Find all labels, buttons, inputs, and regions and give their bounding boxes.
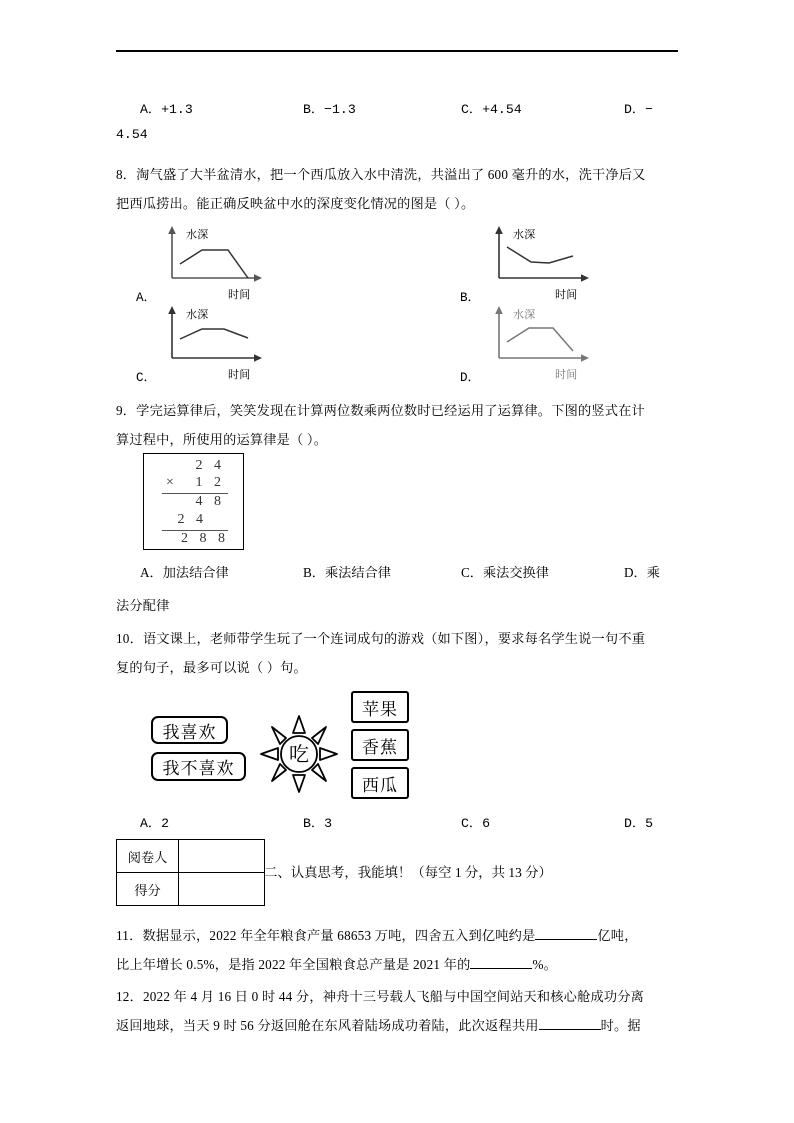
grading-table-label-score: 得分 [117,873,179,906]
grading-table-value-reviewer[interactable] [179,840,265,873]
q8-graph-b [487,226,597,286]
q10-right-box-3-label: 西瓜 [362,775,398,795]
q7-option-c[interactable]: C．+4.54 [461,102,522,117]
q8-option-label-b[interactable]: B． [460,291,481,305]
q8-graph-d [487,306,597,366]
table-row [117,840,265,873]
table-row [117,873,265,906]
header-rule [116,50,678,52]
q10-text-line2: 复的句子，最多可以说（ ）句。 [116,660,307,675]
grading-table [116,839,265,906]
q8-graph-c [160,306,270,366]
q10-option-d[interactable]: D．5 [624,816,654,831]
q8-graph-c-ylabel: 水深 [186,309,209,321]
q7-option-d-wrap-row [116,127,678,151]
q8-graph-c-xlabel: 时间 [228,369,251,381]
q10-right-box-2-label: 香蕉 [362,737,398,757]
q8-graph-b-xlabel: 时间 [555,289,578,301]
q8-graph-a-xlabel: 时间 [228,289,251,301]
q10-right-box-2 [351,729,409,761]
q9-option-d[interactable]: D．乘 [624,565,660,580]
q10-left-box-1 [151,716,228,744]
q9-partial-product-2: 2 4 [177,512,207,527]
q8-option-label-c[interactable]: C． [136,371,157,385]
q12-blank-1[interactable] [539,1029,601,1030]
q9-operator: × [166,475,174,490]
q11-blank-1[interactable] [535,939,597,940]
q9-vertical-calculation [143,453,244,550]
q8-text-line2: 把西瓜捞出。能正确反映盆中水的深度变化情况的图是（ ）。 [116,196,475,211]
q9-option-d-wrap: 法分配律 [116,598,170,613]
q8-graph-a-ylabel: 水深 [186,229,209,241]
q9-partial-product-1: 4 8 [195,494,225,509]
q9-multiplier: 1 2 [195,475,225,490]
q9-multiplicand: 2 4 [195,458,225,473]
q12-line2-suffix: 时。据 [600,1018,641,1033]
q7-option-d[interactable]: D．− [624,102,654,117]
q10-option-c[interactable]: C．6 [461,816,491,831]
q8-text-line1: 8．淘气盛了大半盆清水，把一个西瓜放入水中清洗，共溢出了 600 毫升的水，洗干净后又 [116,167,646,182]
q12-line2 [116,1011,641,1040]
q11-line1 [116,921,638,950]
q9-option-a[interactable]: A．加法结合律 [140,565,229,580]
q10-options-row [116,812,678,836]
q7-option-a[interactable]: A．+1.3 [140,102,193,117]
q9-text-line1: 9．学完运算律后，笑笑发现在计算两位数乘两位数时已经运用了运算律。下图的竖式在计 [116,403,645,418]
q11-line1-suffix: 亿吨， [597,928,638,943]
q8-graph-d-ylabel: 水深 [513,309,536,321]
q10-left-box-2-label: 我不喜欢 [162,759,235,778]
q10-option-b[interactable]: B．3 [303,816,333,831]
grading-table-label-reviewer: 阅卷人 [117,840,179,873]
q10-left-box-1-label: 我喜欢 [162,722,217,742]
q8-graph-a [160,226,270,286]
q11-line2 [116,950,557,979]
q7-options-row [116,98,678,122]
q8-option-label-a[interactable]: A． [136,291,157,305]
q11-blank-2[interactable] [470,968,532,969]
q10-text-line1: 10．语文课上，老师带学生玩了一个连词成句的游戏（如下图），要求每名学生说一句不重 [116,631,646,646]
q8-graph-b-ylabel: 水深 [513,229,536,241]
q11-line1-text: 11．数据显示，2022 年全年粮食产量 68653 万吨，四舍五入到亿吨约是 [116,928,536,943]
q9-product: 2 8 8 [181,531,229,546]
q9-option-c[interactable]: C．乘法交换律 [461,565,549,580]
q11-line2-text: 比上年增长 0.5%，是指 2022 年全国粮食总产量是 2021 年的 [116,957,471,972]
q10-sunburst [256,714,342,794]
q12-line1: 12．2022 年 4 月 16 日 0 时 44 分，神舟十三号载人飞船与中国空间站天和核心舱成功分离 [116,989,645,1004]
q10-right-box-3 [351,767,409,799]
q10-right-box-1-label: 苹果 [362,699,398,719]
q10-sunburst-word: 吃 [289,744,309,766]
section-2-heading: 二、认真思考，我能填！（每空 1 分，共 13 分） [264,865,552,880]
q9-text-line2: 算过程中，所使用的运算律是（ ）。 [116,432,328,447]
q11-line2-suffix: %。 [532,957,558,972]
q10-left-box-2 [151,752,246,781]
q8-graph-d-xlabel: 时间 [555,369,578,381]
q9-option-b[interactable]: B．乘法结合律 [303,565,391,580]
q9-options-row [116,562,678,586]
q10-option-a[interactable]: A．2 [140,816,170,831]
q8-option-label-d[interactable]: D． [460,371,481,385]
q10-right-box-1 [351,691,409,723]
grading-table-value-score[interactable] [179,873,265,906]
q7-option-d-wrap: 4.54 [116,127,148,142]
q12-line2-text: 返回地球，当天 9 时 56 分返回舱在东风着陆场成功着陆，此次返程共用 [116,1018,539,1033]
q7-option-b[interactable]: B．−1.3 [303,102,356,117]
